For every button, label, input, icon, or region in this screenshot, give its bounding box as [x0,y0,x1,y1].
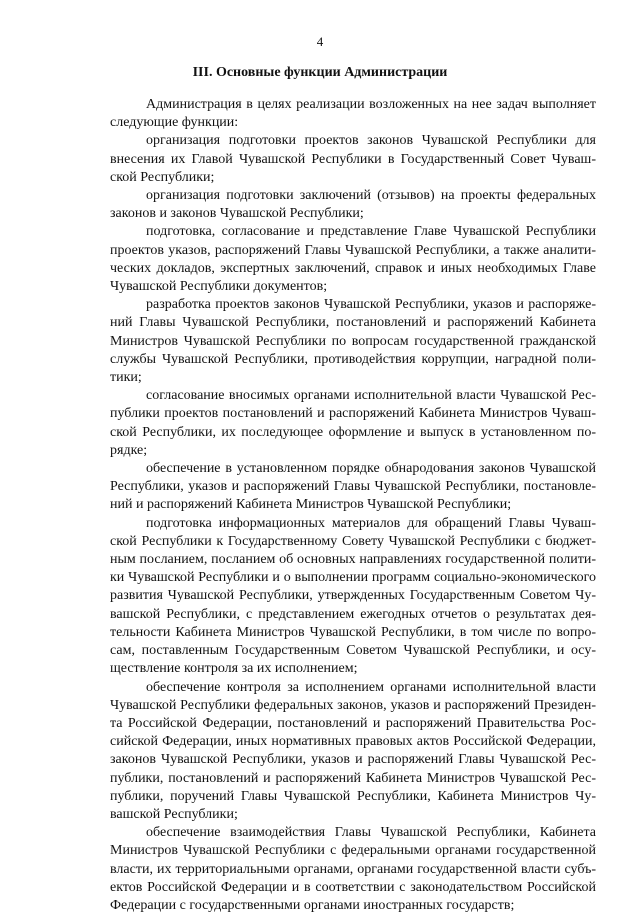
paragraph-function-3: подготовка, согласование и представление Главе Чувашской Республики проектов указов, распоряжений Главы Чувашской Республики, а также аналитических докладов, экспертных заключений, справок и иных необходимых Главе Чувашской Республики документов; [110,224,596,295]
paragraph-function-7: подготовка информационных материалов для обращений Главы Чувашской Республики к Государственному Совету Чувашской Республики с бюджетным посланием, посланием об основных направлениях государственной политики Чувашской Республики и о выполнении программ социально-экономического развития Чувашской Республики, утвержденных Государственным Советом Чувашской Республики, с представлением ежегодных отчетов о результатах деятельности Кабинета Министров Чувашской Республики, в том числе по вопросам, поставленным Государственным Советом Чувашской Республики, и осуществление контроля за их исполнением; [110,515,596,677]
body-text [110,96,596,915]
page-number: 4 [316,34,324,49]
paragraph-function-4: разработка проектов законов Чувашской Республики, указов и распоряжений Главы Чувашской Республики, постановлений и распоряжений Кабинета Министров Чувашской Республики по вопросам государственной гражданской службы Чувашской Республики, противодействия коррупции, наградной политики; [110,297,596,386]
paragraph-function-8: обеспечение контроля за исполнением органами исполнительной власти Чувашской Республики федеральных законов, указов и распоряжений Президента Российской Федерации, постановлений и распоряжений Правительства Российской Федерации, иных нормативных правовых актов Российской Федерации, законов Чувашской Республики, указов и распоряжений Главы Чувашской Республики, постановлений и распоряжений Кабинета Министров Чувашской Республики, поручений Главы Чувашской Республики, Кабинета Министров Чувашской Республики; [110,679,596,822]
paragraph-intro: Администрация в целях реализации возложенных на нее задач выполняет следующие функции: [110,97,596,131]
section-title: III. Основные функции Администрации [192,65,448,80]
paragraph-function-5: согласование вносимых органами исполнительной власти Чувашской Республики проектов постановлений и распоряжений Кабинета Министров Чувашской Республики, их последующее оформление и выпуск в установленном порядке; [110,388,596,458]
paragraph-function-1: организация подготовки проектов законов Чувашской Республики для внесения их Главой Чувашской Республики в Государственный Совет Чувашской Республики; [110,133,596,185]
paragraph-function-2: организация подготовки заключений (отзывов) на проекты федеральных законов и законов Чувашской Республики; [110,188,596,222]
paragraph-function-6: обеспечение в установленном порядке обнародования законов Чувашской Республики, указов и распоряжений Главы Чувашской Республики, постановлений и распоряжений Кабинета Министров Чувашской Республики; [110,461,596,513]
paragraph-function-9: обеспечение взаимодействия Главы Чувашской Республики, Кабинета Министров Чувашской Республики с федеральными органами государственной власти, их территориальными органами, органами государственной власти субъектов Российской Федерации и в соответствии с законодательством Российской Федерации с государственными органами иностранных государств; [110,825,596,913]
